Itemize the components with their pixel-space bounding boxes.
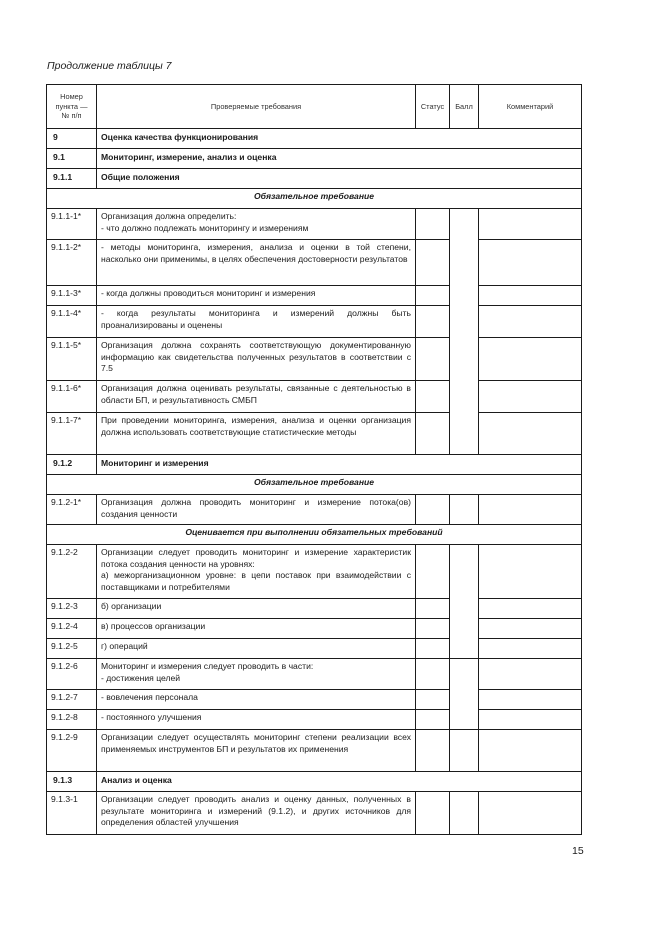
score-cell[interactable] xyxy=(450,792,479,835)
row-number: 9 xyxy=(47,129,97,149)
score-cell[interactable] xyxy=(450,730,479,772)
comment-cell[interactable] xyxy=(479,240,582,286)
section-title: Оценка качества функционирования xyxy=(97,129,582,149)
requirement-text: в) процессов организации xyxy=(97,619,416,639)
row-number: 9.1.2-3 xyxy=(47,599,97,619)
row-number: 9.1.2-5 xyxy=(47,639,97,659)
header-num: Номер пункта — № п/п xyxy=(47,85,97,129)
comment-cell[interactable] xyxy=(479,209,582,240)
comment-cell[interactable] xyxy=(479,338,582,381)
status-cell[interactable] xyxy=(416,306,450,338)
table-row xyxy=(47,599,582,619)
table-row xyxy=(47,240,582,286)
row-number: 9.1.1-2* xyxy=(47,240,97,286)
row-number: 9.1.1-4* xyxy=(47,306,97,338)
score-cell[interactable] xyxy=(450,495,479,525)
row-number: 9.1.3-1 xyxy=(47,792,97,835)
requirement-text: - методы мониторинга, измерения, анализа и оценки в той степени, насколько они применимы, в целях обеспечения достоверности результатов xyxy=(97,240,416,286)
status-cell[interactable] xyxy=(416,413,450,455)
comment-cell[interactable] xyxy=(479,413,582,455)
comment-cell[interactable] xyxy=(479,639,582,659)
row-number: 9.1.2-7 xyxy=(47,690,97,710)
status-cell[interactable] xyxy=(416,619,450,639)
comment-cell[interactable] xyxy=(479,599,582,619)
comment-cell[interactable] xyxy=(479,545,582,599)
row-number: 9.1.2-9 xyxy=(47,730,97,772)
comment-cell[interactable] xyxy=(479,730,582,772)
table-row xyxy=(47,413,582,455)
row-number: 9.1.1 xyxy=(47,169,97,189)
requirements-table xyxy=(46,84,582,835)
score-cell[interactable] xyxy=(450,545,479,659)
row-number: 9.1.2-6 xyxy=(47,659,97,690)
requirement-text: г) операций xyxy=(97,639,416,659)
requirement-text: - когда результаты мониторинга и измерений должны быть проанализированы и оценены xyxy=(97,306,416,338)
comment-cell[interactable] xyxy=(479,495,582,525)
row-number: 9.1.2 xyxy=(47,455,97,475)
status-cell[interactable] xyxy=(416,381,450,413)
category-band-row xyxy=(47,475,582,495)
category-band: Обязательное требование xyxy=(47,475,582,495)
category-band-row xyxy=(47,189,582,209)
table-row xyxy=(47,730,582,772)
page-number: 15 xyxy=(572,845,584,857)
row-number: 9.1.1-5* xyxy=(47,338,97,381)
requirement-text: Организация должна сохранять соответствующую документированную информацию как свидетельства полученных результатов в соответствии с 7.5 xyxy=(97,338,416,381)
status-cell[interactable] xyxy=(416,286,450,306)
comment-cell[interactable] xyxy=(479,659,582,690)
table-row xyxy=(47,545,582,599)
status-cell[interactable] xyxy=(416,338,450,381)
table-row xyxy=(47,710,582,730)
table-caption: Продолжение таблицы 7 xyxy=(47,60,172,72)
requirement-text: При проведении мониторинга, измерения, анализа и оценки организация должна использовать соответствующие статистические методы xyxy=(97,413,416,455)
row-number: 9.1.1-1* xyxy=(47,209,97,240)
section-row xyxy=(47,455,582,475)
row-number: 9.1.2-4 xyxy=(47,619,97,639)
comment-cell[interactable] xyxy=(479,690,582,710)
table-row xyxy=(47,639,582,659)
section-title: Мониторинг и измерения xyxy=(97,455,582,475)
status-cell[interactable] xyxy=(416,730,450,772)
table-row xyxy=(47,619,582,639)
status-cell[interactable] xyxy=(416,599,450,619)
status-cell[interactable] xyxy=(416,659,450,690)
status-cell[interactable] xyxy=(416,710,450,730)
section-title: Анализ и оценка xyxy=(97,772,582,792)
status-cell[interactable] xyxy=(416,639,450,659)
section-row xyxy=(47,169,582,189)
table-row xyxy=(47,209,582,240)
status-cell[interactable] xyxy=(416,209,450,240)
section-row xyxy=(47,149,582,169)
requirement-text: Организация должна проводить мониторинг и измерение потока(ов) создания ценности xyxy=(97,495,416,525)
comment-cell[interactable] xyxy=(479,381,582,413)
comment-cell[interactable] xyxy=(479,286,582,306)
header-score: Балл xyxy=(450,85,479,129)
requirement-text: Организация должна определить: - что должно подлежать мониторингу и измерениям xyxy=(97,209,416,240)
score-cell[interactable] xyxy=(450,659,479,730)
requirement-text: - вовлечения персонала xyxy=(97,690,416,710)
row-number: 9.1.1-6* xyxy=(47,381,97,413)
comment-cell[interactable] xyxy=(479,619,582,639)
section-title: Общие положения xyxy=(97,169,582,189)
header-requirements: Проверяемые требования xyxy=(97,85,416,129)
comment-cell[interactable] xyxy=(479,710,582,730)
status-cell[interactable] xyxy=(416,495,450,525)
requirement-text: Мониторинг и измерения следует проводить в части: - достижения целей xyxy=(97,659,416,690)
status-cell[interactable] xyxy=(416,792,450,835)
table-row xyxy=(47,286,582,306)
section-row xyxy=(47,772,582,792)
comment-cell[interactable] xyxy=(479,792,582,835)
row-number: 9.1.1-3* xyxy=(47,286,97,306)
table-row xyxy=(47,659,582,690)
table-row xyxy=(47,792,582,835)
requirement-text: Организации следует проводить мониторинг и измерение характеристик потока создания ценности на уровнях: а) межорганизационном уровне: в цепи поставок при взаимодействии с поставщиками и потребителями xyxy=(97,545,416,599)
table-header-row xyxy=(47,85,582,129)
header-status: Статус xyxy=(416,85,450,129)
comment-cell[interactable] xyxy=(479,306,582,338)
requirement-text: Организации следует проводить анализ и оценку данных, полученных в результате мониторинга и измерений (9.1.2), и других источников для определения областей улучшения xyxy=(97,792,416,835)
category-band-row xyxy=(47,525,582,545)
section-title: Мониторинг, измерение, анализ и оценка xyxy=(97,149,582,169)
requirement-text: б) организации xyxy=(97,599,416,619)
table-row xyxy=(47,306,582,338)
row-number: 9.1.2-1* xyxy=(47,495,97,525)
status-cell[interactable] xyxy=(416,240,450,286)
table-row xyxy=(47,381,582,413)
status-cell[interactable] xyxy=(416,690,450,710)
status-cell[interactable] xyxy=(416,545,450,599)
requirement-text: Организация должна оценивать результаты, связанные с деятельностью в области БП, и результативность СМБП xyxy=(97,381,416,413)
category-band: Оценивается при выполнении обязательных требований xyxy=(47,525,582,545)
requirement-text: Организации следует осуществлять мониторинг степени реализации всех применяемых инструментов БП и результатов их применения xyxy=(97,730,416,772)
row-number: 9.1.3 xyxy=(47,772,97,792)
category-band: Обязательное требование xyxy=(47,189,582,209)
row-number: 9.1.2-2 xyxy=(47,545,97,599)
section-row xyxy=(47,129,582,149)
row-number: 9.1.2-8 xyxy=(47,710,97,730)
table-row xyxy=(47,338,582,381)
requirement-text: - постоянного улучшения xyxy=(97,710,416,730)
header-comment: Комментарий xyxy=(479,85,582,129)
score-cell[interactable] xyxy=(450,209,479,455)
table-row xyxy=(47,690,582,710)
requirement-text: - когда должны проводиться мониторинг и измерения xyxy=(97,286,416,306)
table-row xyxy=(47,495,582,525)
row-number: 9.1 xyxy=(47,149,97,169)
row-number: 9.1.1-7* xyxy=(47,413,97,455)
